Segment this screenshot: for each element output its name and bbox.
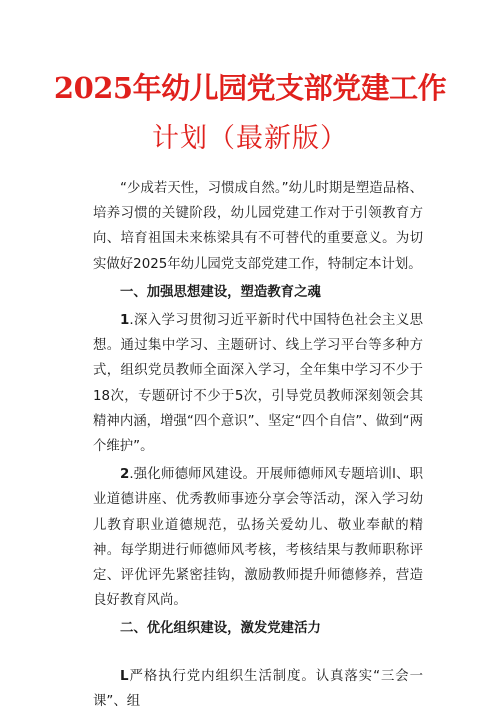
item-number: 1 — [120, 313, 130, 329]
intro-paragraph: “少成若天性，习惯成自然。”幼儿时期是塑造品格、培养习惯的关键阶段，幼儿园党建工作对于引领教育方向、培育祖国未来栋梁具有不可替代的重要意义。为切实做好2025年幼儿园党支部党建工作，特制定本计划。 — [93, 181, 423, 272]
item-number: 2 — [120, 467, 130, 483]
document-body — [93, 176, 423, 714]
document-subtitle: 计划（最新版） — [152, 123, 348, 154]
section2-item1 — [93, 664, 423, 714]
item-text: .深入学习贯彻习近平新时代中国特色社会主义思想。通过集中学习、主题研讨、线上学习平台等多种方式，组织党员教师全面深入学习，全年集中学习不少于18次，专题研讨不少于5次，引导党员教师深刻领会其精神内涵，增强“四个意识”、坚定“四个自信”、做到“两个维护”。 — [93, 313, 423, 455]
item-number: L — [120, 668, 129, 684]
section1-item1 — [93, 308, 423, 459]
section-heading-1: 一、加强思想建设，塑造教育之魂 — [120, 284, 321, 300]
section-heading-2: 二、优化组织建设，激发党建活力 — [120, 621, 321, 637]
section1-item2 — [93, 462, 423, 613]
item-text: 严格执行党内组织生活制度。认真落实“三会一课”、组 — [93, 668, 423, 709]
document-title: 2025年幼儿园党支部党建工作 — [53, 71, 447, 105]
item-text: .强化师德师风建设。开展师德师风专题培训l、职业道德讲座、优秀教师事迹分享会等活动，深入学习幼儿教育职业道德规范，弘扬关爱幼儿、敬业奉献的精神。每学期进行师德师风考核，考核结果与教师职称评定、评优评先紧密挂钩，激励教师提升师德修养，营造良好教育风尚。 — [93, 467, 423, 609]
